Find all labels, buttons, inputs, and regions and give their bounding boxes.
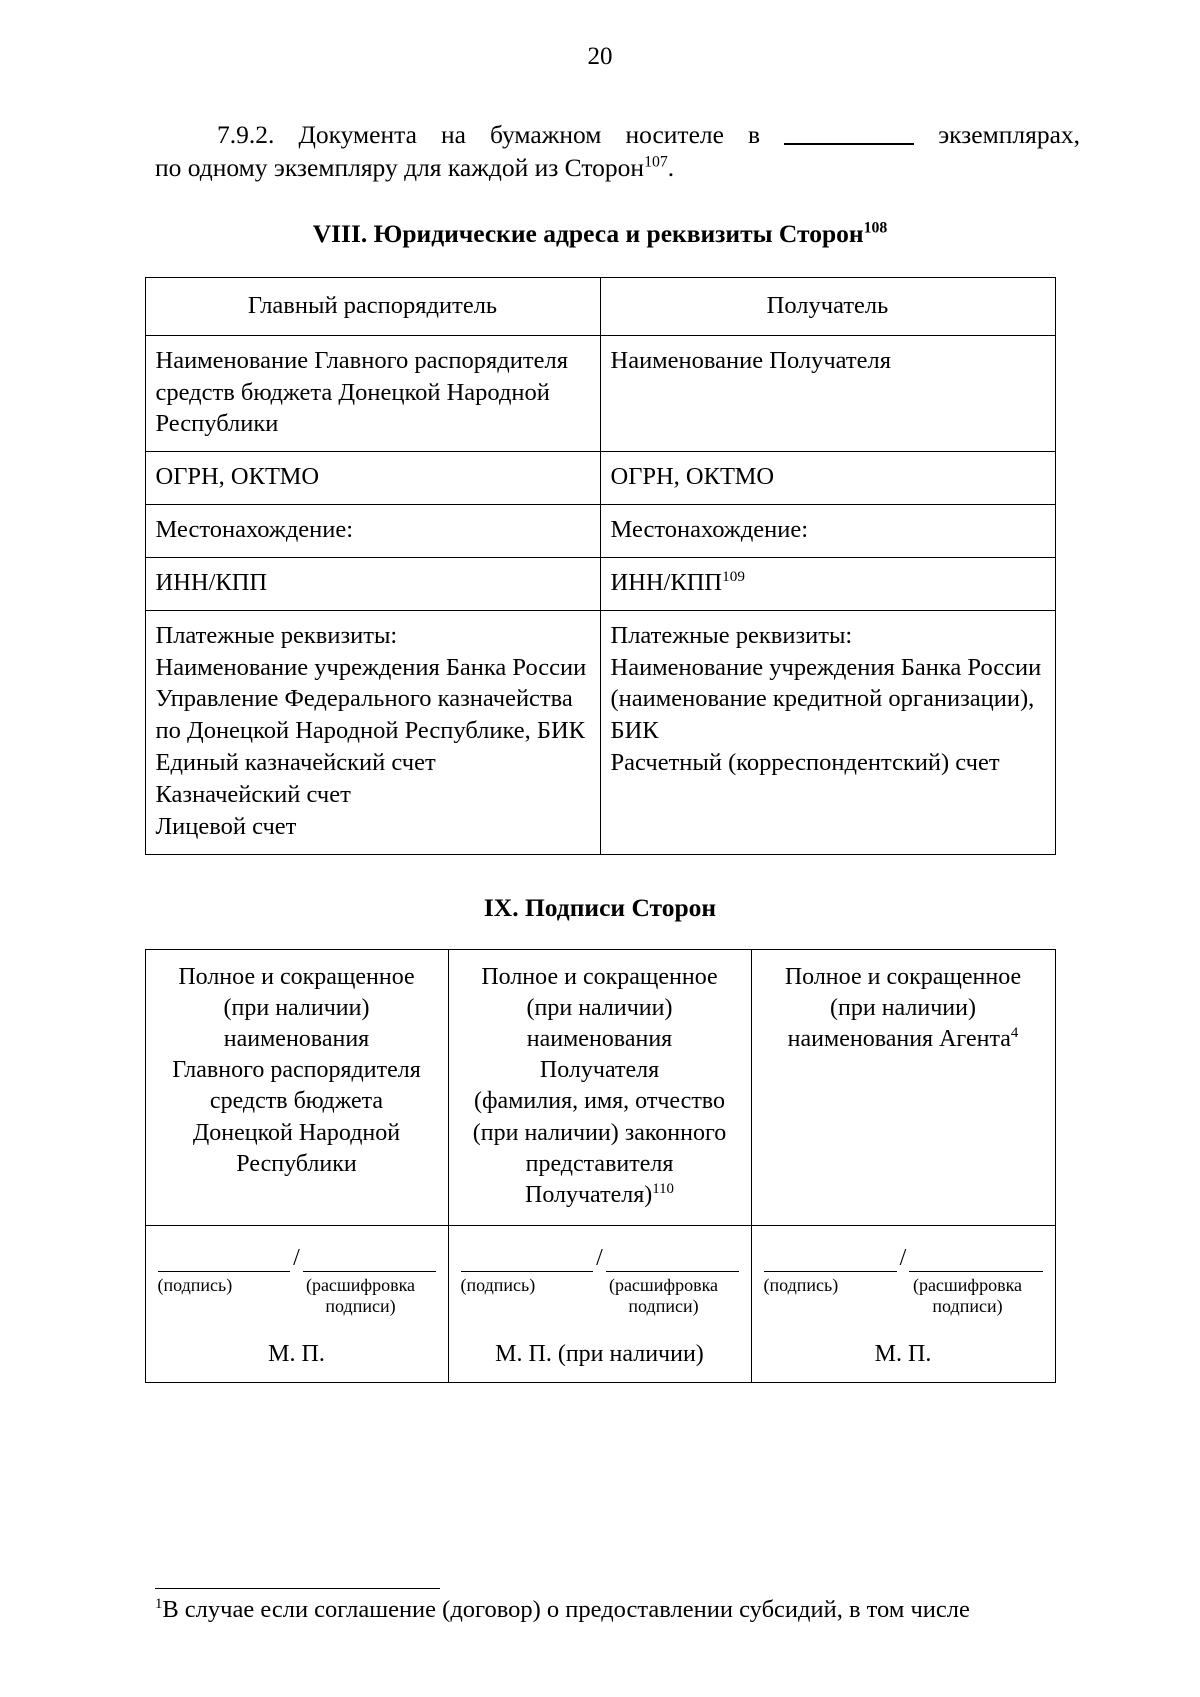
signature-slash: / [293,1245,300,1272]
signature-title-line: (при наличии) [223,994,370,1021]
footnote-area [155,1588,1080,1625]
signature-title-line-last [760,1024,1047,1055]
table-row [145,335,1055,452]
signature-decode-line[interactable] [303,1242,436,1272]
signature-line-group [762,1242,1045,1272]
footnote-marker-1: 1 [155,1595,163,1612]
signature-title-line: Получателя [539,1057,660,1084]
payment-line: Расчетный (корреспондентский) счет [610,749,1000,777]
stamp-label: М. П. [874,1340,932,1367]
requisites-cell-name-right: Наименование Получателя [600,335,1055,452]
clause-paragraph-line-2 [155,151,1080,185]
signature-caption [459,1272,741,1316]
section-heading-viii-text: VIII. Юридические адреса и реквизиты Сторон [312,218,864,248]
signature-title-line: Полное и сокращенное [481,963,718,990]
payment-line: Управление Федерального казначейства по Донецкой Народной Республике, БИК [155,685,586,745]
signature-caption-left: (подпись) [763,1275,839,1296]
signature-title-line: (фамилия, имя, отчество [474,1088,725,1115]
signature-title-line: Республики [236,1150,357,1177]
footnote-ref-108[interactable]: 108 [863,219,888,237]
signature-input-line[interactable] [461,1242,594,1272]
payment-line: Единый казначейский счет [155,749,436,777]
clause-word-2: бумажном [490,119,602,149]
signature-title-line-last [457,1180,743,1211]
requisites-cell-name-left: Наименование Главного распорядителя средств бюджета Донецкой Народной Республики [145,335,600,452]
signature-title-cell-agent [751,949,1055,1226]
requisites-cell-inn-right-text: ИНН/КПП [610,568,723,596]
signature-decode-line[interactable] [909,1242,1042,1272]
clause-word-0: Документа [298,119,417,149]
page-number: 20 [587,43,613,70]
signature-slash: / [899,1245,907,1272]
signature-caption-right: (расшифровка подписи) [608,1275,719,1316]
signature-field-cell-recipient [448,1226,751,1383]
signature-caption-right: (расшифровка подписи) [305,1275,416,1316]
requisites-cell-ogrn-left: ОГРН, ОКТМО [145,452,600,505]
signature-field-cell-grbs [145,1226,448,1383]
signature-title-line: Полное и сокращенное [784,963,1022,990]
clause-number: 7.9.2. [217,119,275,149]
footnote-ref-107[interactable]: 107 [644,153,668,171]
requisites-header-left: Главный распорядитель [145,277,600,335]
signature-title-line: (при наличии) [526,994,673,1021]
footnote-body-text: В случае если соглашение (договор) о предоставлении субсидий, в том числе [162,1595,970,1623]
requisites-header-right: Получатель [600,277,1055,335]
requisites-cell-location-right: Местонахождение: [600,505,1055,558]
requisites-cell-inn-right [600,557,1055,610]
section-heading-viii [0,219,1200,249]
blank-fill-field[interactable] [784,119,914,145]
table-row [145,610,1055,854]
signature-title-line: (при наличии) [830,994,976,1021]
table-row-signature-fields [145,1226,1055,1383]
footnote-ref-4[interactable]: 4 [1010,1025,1019,1041]
signature-title-cell-grbs [145,949,448,1226]
table-row [145,452,1055,505]
signature-title-line: Полное и сокращенное [178,963,415,990]
requisites-cell-inn-left: ИНН/КПП [145,557,600,610]
payment-line: Лицевой счет [155,812,297,840]
table-row [145,557,1055,610]
signature-title-line: средств бюджета [209,1088,384,1115]
signature-title-line: (при наличии) законного [472,1119,727,1146]
footnote-line [155,1594,1080,1625]
signature-line-group [156,1242,438,1272]
signature-title-line: наименования [223,1026,370,1052]
requisites-table [145,277,1056,855]
signature-title-line: наименования [526,1026,673,1052]
payment-line: Платежные реквизиты: [155,621,398,649]
requisites-cell-ogrn-right: ОГРН, ОКТМО [600,452,1055,505]
signature-caption [156,1272,438,1316]
signature-title-cell-recipient [448,949,751,1226]
table-row [145,505,1055,558]
clause-paragraph-line-1 [155,117,1080,151]
payment-line: Казначейский счет [155,780,351,808]
table-row-signature-titles [145,949,1055,1226]
footnote-ref-110[interactable]: 110 [652,1180,674,1197]
table-row-header [145,277,1055,335]
signature-title-line: представителя [525,1150,674,1177]
signatures-table [145,949,1056,1383]
clause-tail-word: экземплярах, [938,119,1081,149]
clause-line2-period: . [667,153,675,183]
payment-line: Платежные реквизиты: [610,621,853,649]
signature-input-line[interactable] [764,1242,897,1272]
signature-caption-right: (расшифровка подписи) [912,1275,1023,1316]
clause-word-1: на [440,119,466,149]
signature-title-line: Донецкой Народной [192,1119,401,1146]
signature-caption-left: (подпись) [460,1275,536,1296]
signature-slash: / [596,1245,603,1272]
clause-line2-text: по одному экземпляру для каждой из Сторон [155,153,645,183]
requisites-cell-payment-right [600,610,1055,854]
payment-line: Наименование учреждения Банка России (наименование кредитной организации), БИК [610,653,1042,745]
signature-caption [762,1272,1045,1316]
stamp-label: М. П. [268,1340,325,1367]
requisites-cell-payment-left [145,610,600,854]
footnote-separator [155,1588,440,1589]
payment-line: Наименование учреждения Банка России [155,653,587,681]
clause-paragraph [155,117,1080,185]
signature-title-line: Получателя) [524,1181,653,1208]
clause-word-4: в [748,119,761,149]
signature-title-line: наименования Агента [787,1026,1011,1052]
clause-word-3: носителе [625,119,724,149]
section-heading-ix: IX. Подписи Сторон [483,892,717,922]
signature-title-line: Главного распорядителя [172,1057,421,1084]
footnote-ref-109[interactable]: 109 [722,567,745,585]
stamp-label: М. П. (при наличии) [495,1340,704,1367]
requisites-cell-location-left: Местонахождение: [145,505,600,558]
signature-input-line[interactable] [158,1242,291,1272]
signature-field-cell-agent [751,1226,1055,1383]
signature-line-group [459,1242,741,1272]
signature-decode-line[interactable] [606,1242,739,1272]
signature-caption-left: (подпись) [157,1275,233,1296]
